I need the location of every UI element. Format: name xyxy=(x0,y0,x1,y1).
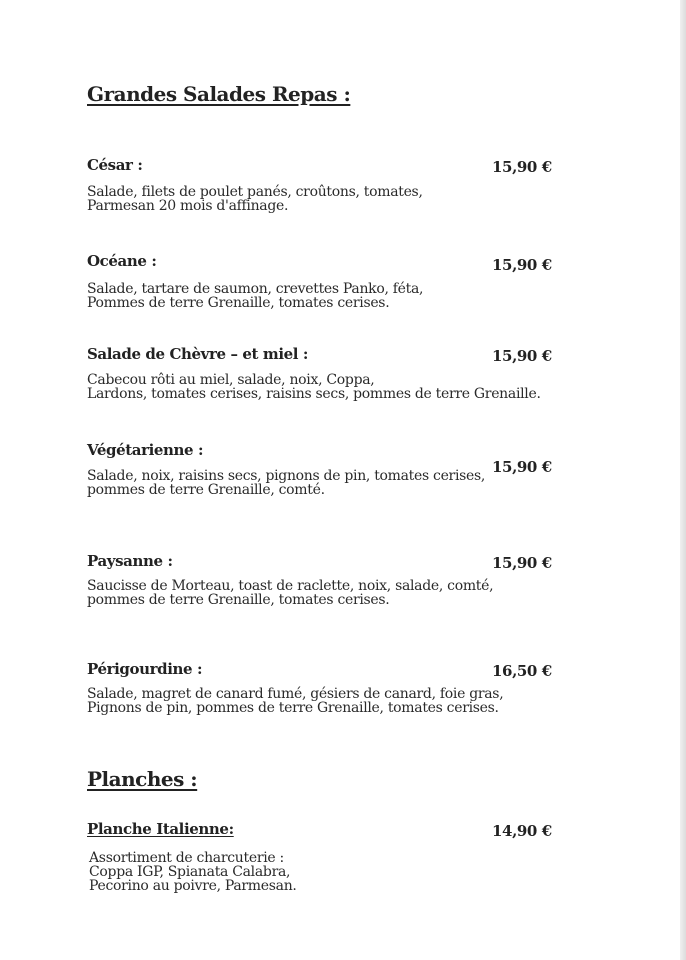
description-line: Coppa IGP, Spianata Calabra, xyxy=(89,864,291,880)
description-line: Salade, tartare de saumon, crevettes Panko, féta, xyxy=(87,281,424,297)
item-name-vegetarienne: Végétarienne : xyxy=(87,441,204,459)
description-line: Pecorino au poivre, Parmesan. xyxy=(89,878,297,894)
item-name-salade-chevre: Salade de Chèvre – et miel : xyxy=(87,345,309,363)
description-line: Salade, magret de canard fumé, gésiers de canard, foie gras, xyxy=(87,686,504,702)
description-line: pommes de terre Grenaille, comté. xyxy=(87,482,325,498)
description-line: Saucisse de Morteau, toast de raclette, noix, salade, comté, xyxy=(87,578,494,594)
item-description-cesar xyxy=(87,185,423,213)
item-description-paysanne xyxy=(87,579,493,607)
description-line: pommes de terre Grenaille, tomates cerises. xyxy=(87,592,390,608)
item-name-planche-italienne: Planche Italienne: xyxy=(87,820,234,838)
item-price-planche-italienne: 14,90 € xyxy=(492,822,552,840)
description-line: Parmesan 20 mois d'affinage. xyxy=(87,198,289,214)
section-title-grandes-salades: Grandes Salades Repas : xyxy=(87,82,351,106)
description-line: Salade, noix, raisins secs, pignons de pin, tomates cerises, xyxy=(87,468,486,484)
item-price-oceane: 15,90 € xyxy=(492,256,552,274)
item-description-planche-italienne xyxy=(87,851,297,893)
item-description-oceane xyxy=(87,282,423,310)
item-price-salade-chevre: 15,90 € xyxy=(492,347,552,365)
description-line: Pignons de pin, pommes de terre Grenaille, tomates cerises. xyxy=(87,700,499,716)
item-price-perigourdine: 16,50 € xyxy=(492,662,552,680)
item-description-salade-chevre xyxy=(87,373,541,401)
item-price-vegetarienne: 15,90 € xyxy=(492,458,552,476)
item-name-oceane: Océane : xyxy=(87,252,157,270)
description-line: Pommes de terre Grenaille, tomates cerises. xyxy=(87,295,390,311)
description-line: Assortiment de charcuterie : xyxy=(89,850,284,866)
item-description-perigourdine xyxy=(87,687,503,715)
section-title-planches: Planches : xyxy=(87,767,198,791)
description-line: Cabecou rôti au miel, salade, noix, Coppa, xyxy=(87,372,375,388)
description-line: Salade, filets de poulet panés, croûtons, tomates, xyxy=(87,184,423,200)
item-name-perigourdine: Périgourdine : xyxy=(87,660,203,678)
item-price-paysanne: 15,90 € xyxy=(492,554,552,572)
item-description-vegetarienne xyxy=(87,469,485,497)
page-edge xyxy=(680,0,686,960)
item-name-cesar: César : xyxy=(87,156,143,174)
item-price-cesar: 15,90 € xyxy=(492,158,552,176)
item-name-paysanne: Paysanne : xyxy=(87,552,173,570)
description-line: Lardons, tomates cerises, raisins secs, pommes de terre Grenaille. xyxy=(87,386,541,402)
